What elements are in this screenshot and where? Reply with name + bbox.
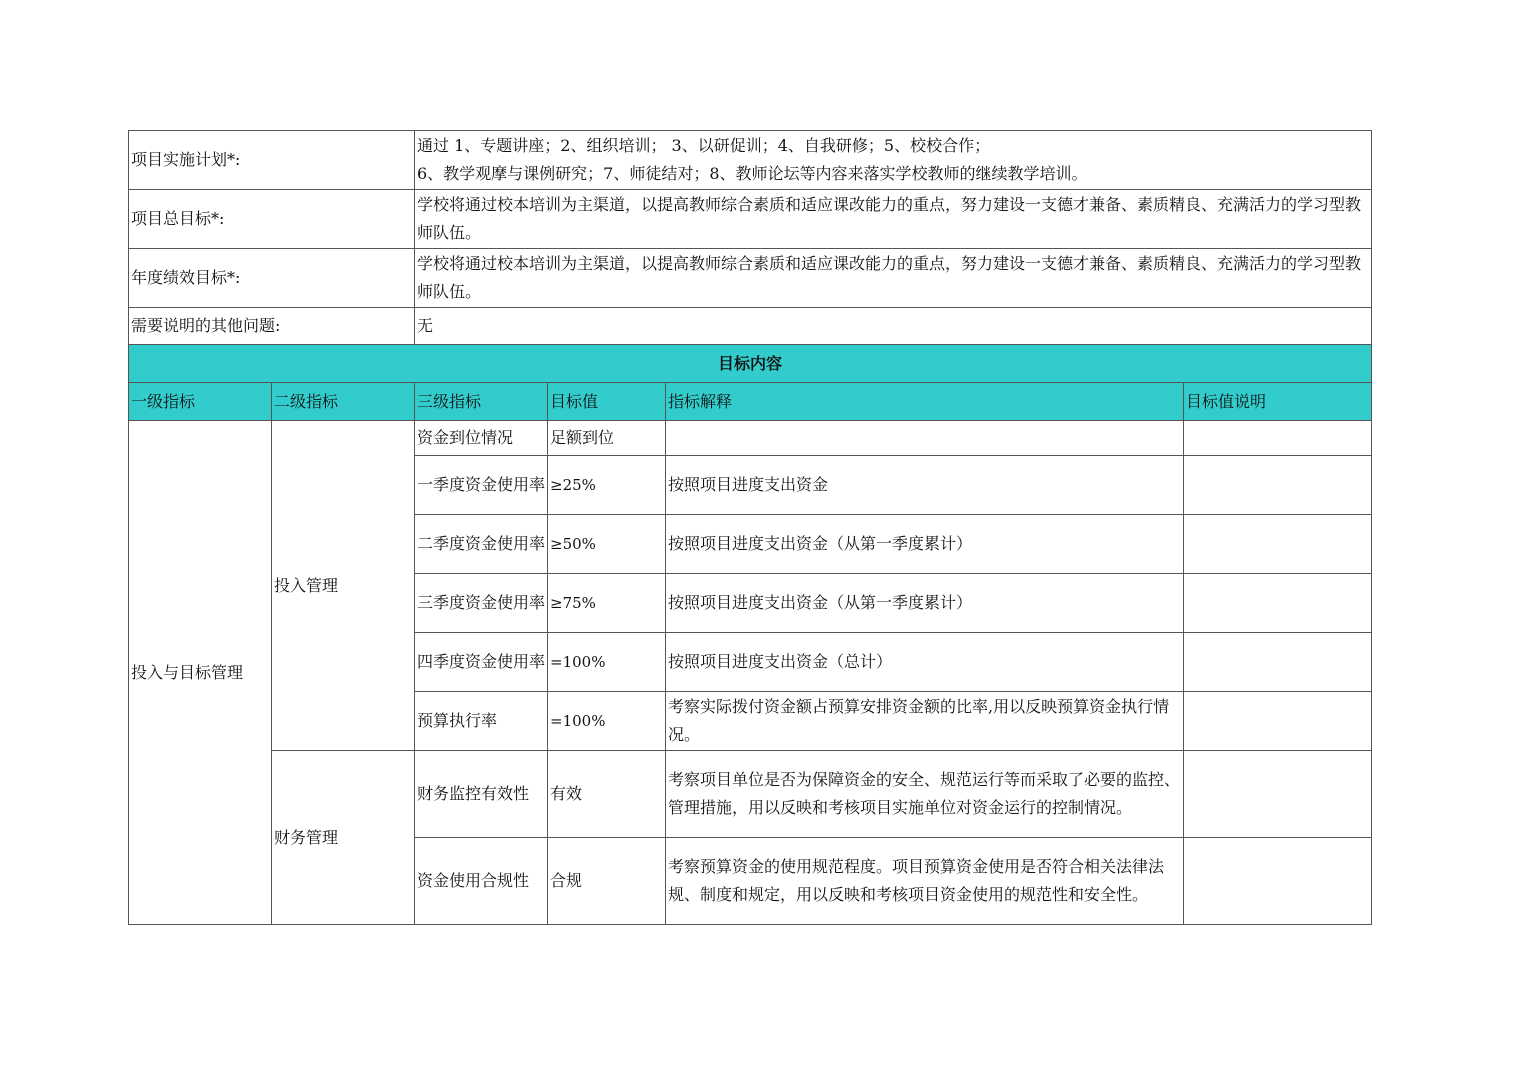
- target-cell: =100%: [548, 633, 666, 692]
- table-row: [129, 751, 1372, 838]
- header-level2: 二级指标: [272, 383, 415, 421]
- header-level1: 一级指标: [129, 383, 272, 421]
- note-cell: [1184, 692, 1372, 751]
- target-cell: ≥75%: [548, 574, 666, 633]
- note-cell: [1184, 633, 1372, 692]
- level3-cell: 四季度资金使用率: [415, 633, 548, 692]
- row-label-other-issues: 需要说明的其他问题:: [129, 308, 415, 345]
- overall-goal-value: 学校将通过校本培训为主渠道，以提高教师综合素质和适应课改能力的重点，努力建设一支德才兼备、素质精良、充满活力的学习型教师队伍。: [415, 190, 1372, 249]
- explain-cell: 按照项目进度支出资金（总计）: [666, 633, 1184, 692]
- target-cell: ≥50%: [548, 515, 666, 574]
- explain-cell: 考察预算资金的使用规范程度。项目预算资金使用是否符合相关法律法规、制度和规定，用以反映和考核项目资金使用的规范性和安全性。: [666, 838, 1184, 925]
- table-row: [129, 249, 1372, 308]
- level2-cell: 财务管理: [272, 751, 415, 925]
- row-label-annual-goal: 年度绩效目标*:: [129, 249, 415, 308]
- plan-line-1: 通过 1、专题讲座；2、组织培训； 3、以研促训；4、自我研修；5、校校合作；: [417, 136, 991, 155]
- performance-goal-table: [128, 130, 1372, 925]
- level3-cell: 二季度资金使用率: [415, 515, 548, 574]
- level3-cell: 财务监控有效性: [415, 751, 548, 838]
- explain-cell: 考察项目单位是否为保障资金的安全、规范运行等而采取了必要的监控、管理措施，用以反映和考核项目实施单位对资金运行的控制情况。: [666, 751, 1184, 838]
- level3-cell: 资金使用合规性: [415, 838, 548, 925]
- explain-cell: 按照项目进度支出资金（从第一季度累计）: [666, 574, 1184, 633]
- explain-cell: 按照项目进度支出资金（从第一季度累计）: [666, 515, 1184, 574]
- implementation-plan-value: [415, 131, 1372, 190]
- explain-cell: 按照项目进度支出资金: [666, 456, 1184, 515]
- table-row: [129, 308, 1372, 345]
- plan-line-2: 6、教学观摩与课例研究；7、师徒结对；8、教师论坛等内容来落实学校教师的继续教学培训。: [417, 164, 1088, 183]
- level3-cell: 资金到位情况: [415, 421, 548, 456]
- other-issues-value: 无: [415, 308, 1372, 345]
- note-cell: [1184, 515, 1372, 574]
- explain-cell: 考察实际拨付资金额占预算安排资金额的比率,用以反映预算资金执行情况。: [666, 692, 1184, 751]
- row-label-implementation-plan: 项目实施计划*:: [129, 131, 415, 190]
- level3-cell: 预算执行率: [415, 692, 548, 751]
- annual-goal-value: 学校将通过校本培训为主渠道，以提高教师综合素质和适应课改能力的重点，努力建设一支德才兼备、素质精良、充满活力的学习型教师队伍。: [415, 249, 1372, 308]
- row-label-overall-goal: 项目总目标*:: [129, 190, 415, 249]
- explain-cell: [666, 421, 1184, 456]
- header-level3: 三级指标: [415, 383, 548, 421]
- note-cell: [1184, 838, 1372, 925]
- target-cell: 足额到位: [548, 421, 666, 456]
- header-explanation: 指标解释: [666, 383, 1184, 421]
- section-title: 目标内容: [129, 345, 1372, 383]
- section-title-row: [129, 345, 1372, 383]
- header-target-note: 目标值说明: [1184, 383, 1372, 421]
- table-row: [129, 421, 1372, 456]
- level2-cell: 投入管理: [272, 421, 415, 751]
- table-row: [129, 131, 1372, 190]
- header-row: [129, 383, 1372, 421]
- target-cell: ≥25%: [548, 456, 666, 515]
- header-target-value: 目标值: [548, 383, 666, 421]
- note-cell: [1184, 751, 1372, 838]
- note-cell: [1184, 421, 1372, 456]
- target-cell: 合规: [548, 838, 666, 925]
- level3-cell: 一季度资金使用率: [415, 456, 548, 515]
- table-row: [129, 190, 1372, 249]
- level3-cell: 三季度资金使用率: [415, 574, 548, 633]
- note-cell: [1184, 456, 1372, 515]
- target-cell: =100%: [548, 692, 666, 751]
- note-cell: [1184, 574, 1372, 633]
- target-cell: 有效: [548, 751, 666, 838]
- level1-cell: 投入与目标管理: [129, 421, 272, 925]
